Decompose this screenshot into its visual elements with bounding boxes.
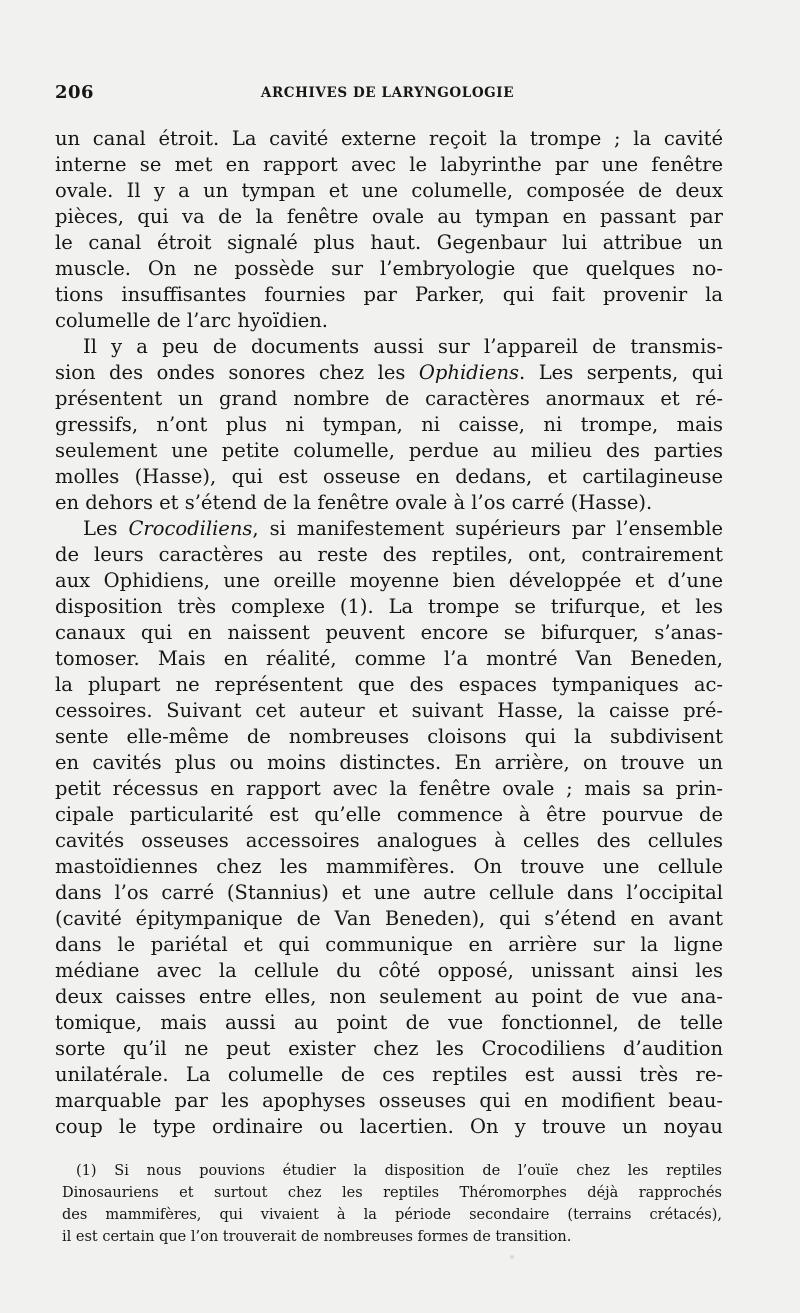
text-line: sorte qu’il ne peut exister chez les Crocodiliens d’audition xyxy=(55,1037,723,1060)
footnote-line: des mammifères, qui vivaient à la période secondaire (terrains crétacés), xyxy=(62,1207,722,1223)
text-line: cavités osseuses accessoires analogues à celles des cellules xyxy=(55,829,723,852)
text-line: la plupart ne représentent que des espaces tympaniques ac- xyxy=(55,673,723,696)
text-line: columelle de l’arc hyoïdien. xyxy=(55,309,328,332)
text-line: pièces, qui va de la fenêtre ovale au tympan en passant par xyxy=(55,205,723,228)
text-line: seulement une petite columelle, perdue au milieu des parties xyxy=(55,439,723,462)
text-line: tions insuffisantes fournies par Parker, qui fait provenir la xyxy=(55,283,723,306)
text-line: marquable par les apophyses osseuses qui en modifient beau- xyxy=(55,1089,723,1112)
text-line: unilatérale. La columelle de ces reptiles est aussi très re- xyxy=(55,1063,723,1086)
body-text xyxy=(55,126,723,1140)
text-line: gressifs, n’ont plus ni tympan, ni caisse, ni trompe, mais xyxy=(55,413,723,436)
running-head: ARCHIVES DE LARYNGOLOGIE xyxy=(260,85,515,101)
text-line: présentent un grand nombre de caractères anormaux et ré- xyxy=(55,387,723,410)
text-line: aux Ophidiens, une oreille moyenne bien développée et d’une xyxy=(55,569,723,592)
text-line: un canal étroit. La cavité externe reçoit la trompe ; la cavité xyxy=(55,127,723,150)
text-line: tomoser. Mais en réalité, comme l’a montré Van Beneden, xyxy=(55,647,723,670)
text-line: sion des ondes sonores chez les Ophidiens. Les serpents, qui xyxy=(55,361,723,384)
text-line: muscle. On ne possède sur l’embryologie que quelques no- xyxy=(55,257,723,280)
text-line: cessoires. Suivant cet auteur et suivant Hasse, la caisse pré- xyxy=(55,699,723,722)
page-number: 206 xyxy=(55,82,95,103)
text-line: en dehors et s’étend de la fenêtre ovale à l’os carré (Hasse). xyxy=(55,491,653,514)
text-line: molles (Hasse), qui est osseuse en dedans, et cartilagineuse xyxy=(55,465,723,488)
text-line: sente elle-même de nombreuses cloisons qui la subdivisent xyxy=(55,725,723,748)
paper-speck xyxy=(510,1255,514,1259)
footnote-line: il est certain que l’on trouverait de nombreuses formes de transition. xyxy=(62,1229,572,1245)
footnotes xyxy=(62,1160,722,1248)
text-line: canaux qui en naissent peuvent encore se bifurquer, s’anas- xyxy=(55,621,723,644)
text-line: en cavités plus ou moins distinctes. En arrière, on trouve un xyxy=(55,751,723,774)
text-line: deux caisses entre elles, non seulement au point de vue ana- xyxy=(55,985,723,1008)
text-line: médiane avec la cellule du côté opposé, unissant ainsi les xyxy=(55,959,723,982)
text-line: petit récessus en rapport avec la fenêtre ovale ; mais sa prin- xyxy=(55,777,723,800)
text-line: Les Crocodiliens, si manifestement supérieurs par l’ensemble xyxy=(83,517,723,540)
text-line: (cavité épitympanique de Van Beneden), qui s’étend en avant xyxy=(55,907,723,930)
text-line: mastoïdiennes chez les mammifères. On trouve une cellule xyxy=(55,855,723,878)
text-line: interne se met en rapport avec le labyrinthe par une fenêtre xyxy=(55,153,723,176)
footnote-line: (1) Si nous pouvions étudier la disposition de l’ouïe chez les reptiles xyxy=(76,1163,722,1179)
text-line: cipale particularité est qu’elle commence à être pourvue de xyxy=(55,803,723,826)
text-line: ovale. Il y a un tympan et une columelle, composée de deux xyxy=(55,179,723,202)
text-line: disposition très complexe (1). La trompe se trifurque, et les xyxy=(55,595,723,618)
text-line: coup le type ordinaire ou lacertien. On y trouve un noyau xyxy=(55,1115,723,1138)
page-header xyxy=(55,82,720,112)
italic-term: Crocodiliens xyxy=(128,517,253,540)
text-line: Il y a peu de documents aussi sur l’appareil de transmis- xyxy=(83,335,723,358)
text-line: tomique, mais aussi au point de vue fonctionnel, de telle xyxy=(55,1011,723,1034)
text-line: dans le pariétal et qui communique en arrière sur la ligne xyxy=(55,933,723,956)
text-line: le canal étroit signalé plus haut. Gegenbaur lui attribue un xyxy=(55,231,723,254)
text-line: dans l’os carré (Stannius) et une autre cellule dans l’occipital xyxy=(55,881,723,904)
footnote-line: Dinosauriens et surtout chez les reptiles Théromorphes déjà rapprochés xyxy=(62,1185,722,1201)
text-line: de leurs caractères au reste des reptiles, ont, contrairement xyxy=(55,543,723,566)
italic-term: Ophidiens xyxy=(418,361,520,384)
